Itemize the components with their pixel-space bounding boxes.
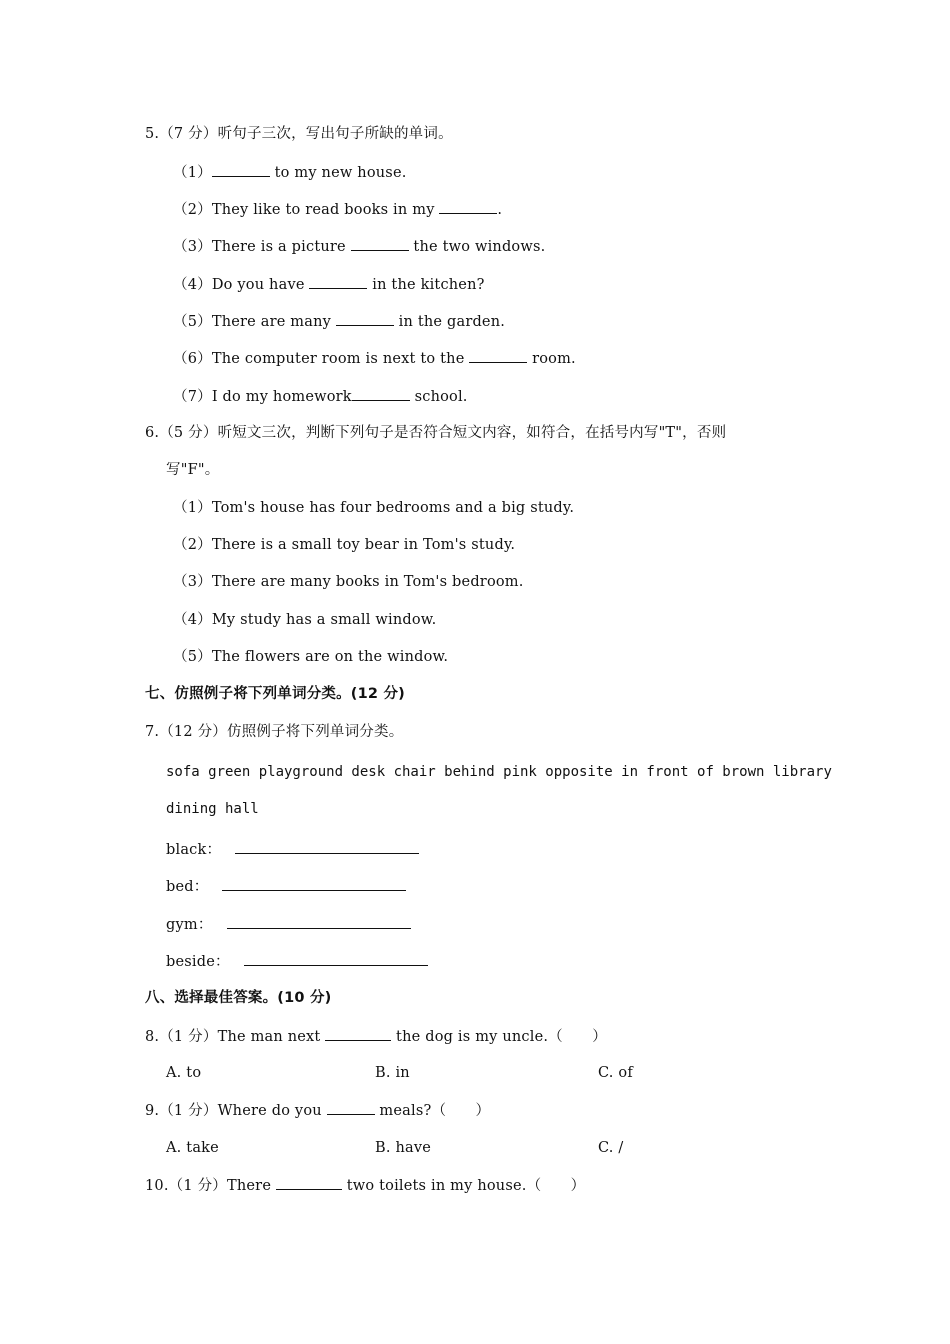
answer-blank[interactable] [351, 236, 409, 251]
answer-blank[interactable] [244, 951, 428, 966]
answer-blank[interactable] [325, 1026, 391, 1041]
q9-stem [145, 1100, 490, 1121]
q5-item-2 [173, 199, 502, 220]
q5-item-1 [173, 162, 407, 183]
q10-stem [145, 1175, 585, 1196]
q5-item-5-after: in the garden. [393, 314, 506, 330]
q6-item-5: （5）The flowers are on the window. [173, 649, 449, 665]
q5-item-6-after: room. [527, 351, 576, 367]
q8-stem-pre: 8.（1 分）The man next [145, 1029, 326, 1045]
answer-blank[interactable] [222, 876, 406, 891]
answer-blank[interactable] [469, 348, 527, 363]
q5-item-4 [173, 274, 485, 295]
q10-stem-after: two toilets in my house.（ ） [341, 1178, 586, 1194]
q7-category-label: beside： [166, 954, 230, 970]
q6-item-3: （3）There are many books in Tom's bedroom. [173, 574, 524, 590]
q5-item-4-after: in the kitchen? [367, 277, 485, 293]
q7-category-bed [166, 876, 406, 897]
q5-item-3-after: the two windows. [408, 239, 546, 255]
section-8-title: 八、选择最佳答案。(10 分) [145, 990, 332, 1006]
answer-blank[interactable] [439, 199, 497, 214]
q5-item-6 [173, 348, 576, 369]
q6-item-1: （1）Tom's house has four bedrooms and a big study. [173, 500, 575, 516]
q5-item-6-pre: （6）The computer room is next to the [173, 351, 470, 367]
q7-category-beside [166, 951, 428, 972]
q7-category-label: gym： [166, 917, 213, 933]
q5-item-2-pre: （2）They like to read books in my [173, 202, 440, 218]
section-7-title: 七、仿照例子将下列单词分类。(12 分) [145, 686, 405, 702]
q7-category-black [166, 839, 419, 860]
answer-blank[interactable] [327, 1100, 375, 1115]
q8-option-a[interactable]: A. to [166, 1065, 202, 1081]
q5-item-7-after: school. [409, 389, 468, 405]
q7-header: 7.（12 分）仿照例子将下列单词分类。 [145, 724, 404, 740]
q5-item-1-pre: （1） [173, 165, 212, 181]
q9-option-a[interactable]: A. take [166, 1140, 219, 1156]
q5-item-3 [173, 236, 545, 257]
q6-header-line1: 6.（5 分）听短文三次，判断下列句子是否符合短文内容，如符合，在括号内写"T"，否则 [145, 425, 727, 441]
q8-stem-after: the dog is my uncle.（ ） [391, 1029, 607, 1045]
q5-item-7-pre: （7）I do my homework [173, 389, 352, 405]
q6-item-4: （4）My study has a small window. [173, 612, 437, 628]
q5-item-5 [173, 311, 505, 332]
q7-category-gym [166, 914, 411, 935]
q7-word-list-line2: dining hall [166, 801, 259, 817]
answer-blank[interactable] [309, 274, 367, 289]
q8-option-c[interactable]: C. of [598, 1065, 633, 1081]
q5-header: 5.（7 分）听句子三次，写出句子所缺的单词。 [145, 126, 453, 142]
answer-blank[interactable] [212, 162, 270, 177]
answer-blank[interactable] [276, 1175, 342, 1190]
q7-category-label: black： [166, 842, 222, 858]
answer-blank[interactable] [235, 839, 419, 854]
q5-item-5-pre: （5）There are many [173, 314, 336, 330]
q5-item-2-after: . [497, 202, 503, 218]
q8-stem [145, 1026, 607, 1047]
answer-blank[interactable] [336, 311, 394, 326]
q7-category-label: bed： [166, 879, 209, 895]
q10-stem-pre: 10.（1 分）There [145, 1178, 276, 1194]
q9-option-b[interactable]: B. have [375, 1140, 432, 1156]
q8-option-b[interactable]: B. in [375, 1065, 410, 1081]
q6-item-2: （2）There is a small toy bear in Tom's study. [173, 537, 516, 553]
answer-blank[interactable] [352, 386, 410, 401]
q6-header-line2: 写"F"。 [166, 462, 220, 478]
q5-item-7 [173, 386, 468, 407]
answer-blank[interactable] [227, 914, 411, 929]
q9-option-c[interactable]: C. / [598, 1140, 624, 1156]
q9-stem-pre: 9.（1 分）Where do you [145, 1103, 327, 1119]
q9-stem-after: meals?（ ） [374, 1103, 491, 1119]
q7-word-list-line1: sofa green playground desk chair behind pink opposite in front of brown library [166, 764, 832, 780]
q5-item-1-after: to my new house. [269, 165, 407, 181]
q5-item-3-pre: （3）There is a picture [173, 239, 351, 255]
q5-item-4-pre: （4）Do you have [173, 277, 310, 293]
